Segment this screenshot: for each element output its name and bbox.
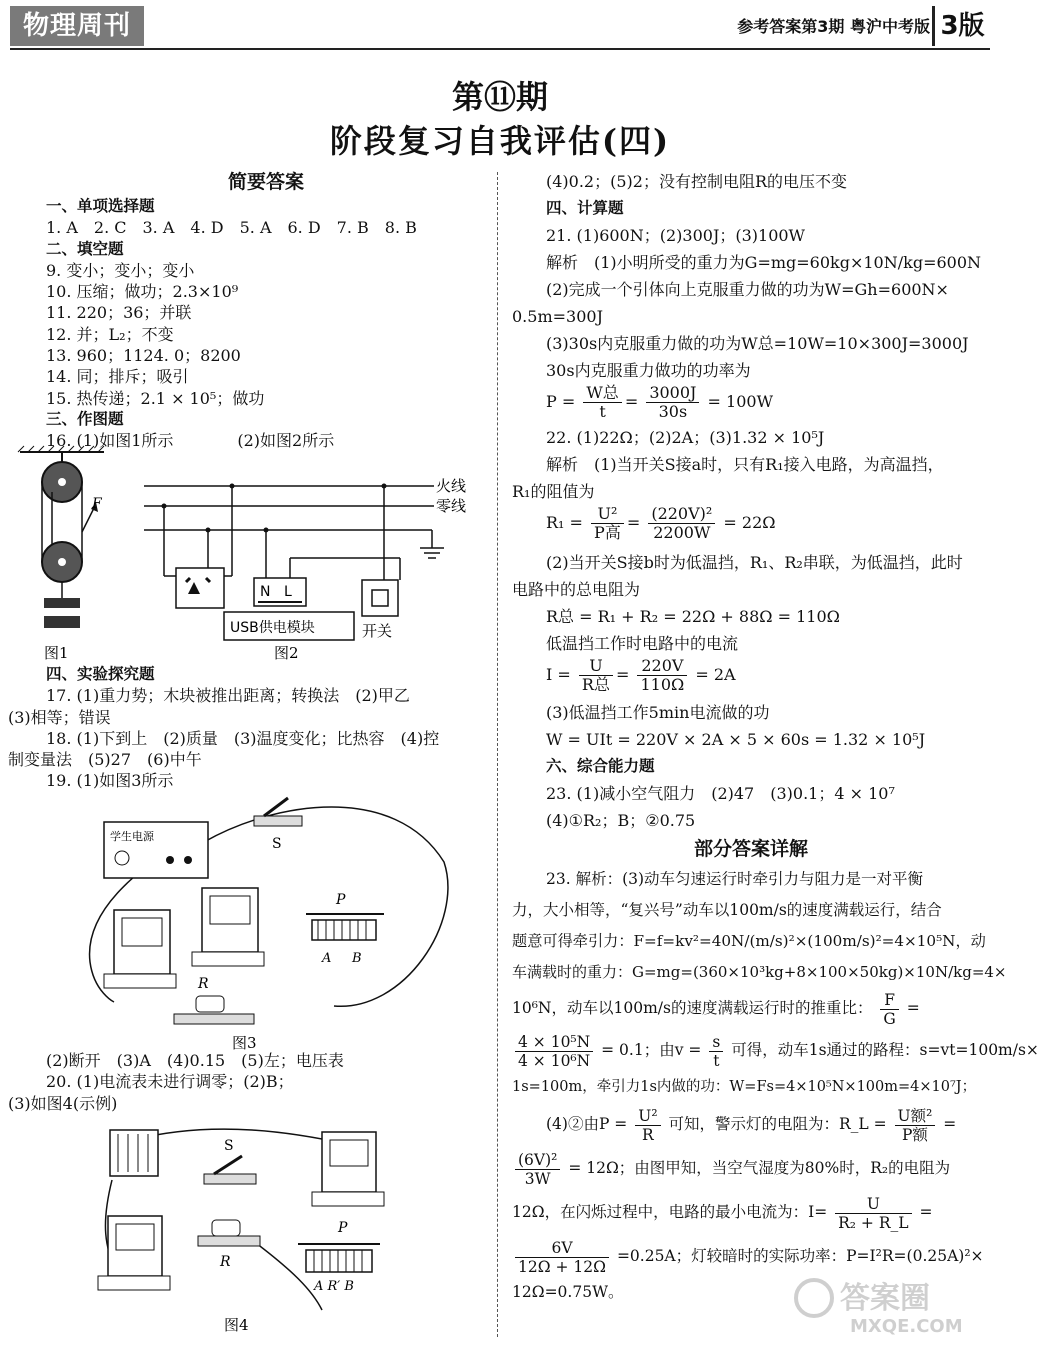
detail-line-power: $\frac{6V}{12\Omega + 12\Omega}$ =0.25A；灯较暗时的实际功率：P=I²R=(0.25A)²× [512,1234,990,1278]
slider-p-label: P [336,892,346,908]
slider-p-label-4: P [338,1220,348,1236]
n-terminal: N [260,584,271,600]
issue-info: 参考答案第3期 粤沪中考版 [737,17,930,36]
q21-step: (2)完成一个引体向上克服重力做的功为W=Gh=600N× [546,280,949,299]
resistor-r-label-4: R [220,1254,231,1270]
fill-answer: 10. 压缩；做功；2.3×10⁹ [46,282,239,302]
figure-3-caption: 图3 [232,1034,257,1052]
switch-s-label-4: S [224,1138,234,1154]
terminal-b-label: B [352,951,362,966]
figure-4-caption: 图4 [224,1316,249,1334]
mc-answers: 1. A 2. C 3. A 4. D 5. A 6. D 7. B 8. B [46,218,417,238]
usb-module-label: USB供电模块 [230,620,315,636]
svg-text:答案圈: 答案圈 [840,1281,930,1316]
detail-line-current: 12Ω，在闪烁过程中，电路的最小电流为：I= $\frac{U}{\text{R₂ + R\_L}}$ = [512,1194,933,1232]
terminal-a-label: A [322,951,332,966]
detail-line-resistance: $\frac{\text{(6V)²}}{3W}$ = 12Ω；由图甲知，当空气湿度为80%时，R₂的电阻为 [512,1146,990,1190]
detail-line: 力，大小相等，“复兴号”动车以100m/s的速度满载运行，结合 [512,901,942,919]
detail-line-ratio-value: $\frac{\text{4 × 10⁵N}}{\text{4 × 10⁶N}}$ = 0.1；由v = $\frac{s}{t}$ 可得，动车1s通过的路程：s=vt=100m/s× [512,1028,990,1072]
watermark-logo [790,1268,990,1338]
heading-calc: 四、计算题 [546,199,624,217]
detail-line-ratio: 10⁶N，动车以100m/s的速度满载运行时的推重比： $\frac{F}{G}$ = [512,990,920,1028]
left-column-2 [8,664,486,792]
power-supply-label: 学生电源 [110,830,154,843]
q17-answer: 17. (1)重力势；木块被推出距离；转换法 (2)甲乙 [46,686,410,706]
resistor-r-label: R [198,976,209,992]
q19-answer-cont: (2)断开 (3)A (4)0.15 (5)左；电压表 [46,1051,344,1070]
left-column-3 [8,1050,486,1114]
q22-step: 解析 (1)当开关S接a时，只有R₁接入电路，为高温挡， [546,455,944,474]
q22-step: W = UIt = 220V × 2A × 5 × 60s = 1.32 × 10⁵J [546,730,926,749]
q16-answer: 16. (1)如图1所示 (2)如图2所示 [46,431,335,451]
detail-line: 23. 解析：(3)动车匀速运行时牵引力与阻力是一对平衡 [546,870,924,888]
masthead: 物理周刊 [10,6,144,46]
detail-line-lamp: (4)②由P = $\frac{\text{U²}}{R}$ 可知，警示灯的电阻为：R_L = $\frac{\text{U额²}}{\text{P额}}$ = [546,1106,957,1144]
fire-line-label: 火线 [436,477,467,495]
left-column [46,168,486,452]
q17-answer-cont: (3)相等；错误 [8,707,111,727]
q22-answer: 22. (1)22Ω；(2)2A；(3)1.32 × 10⁵J [546,428,825,447]
fill-answer: 12. 并；L₂；不变 [46,324,174,344]
q23-answer: 23. (1)减小空气阻力 (2)47 (3)0.1；4 × 10⁷ [546,784,895,803]
column-divider [497,172,498,1337]
heading-comprehensive: 六、综合能力题 [546,757,655,775]
edition-label: 3版 [932,6,990,46]
q23-answer-cont: (4)①R₂；B；②0.75 [546,811,696,830]
switch-s-label: S [272,836,282,852]
fill-answer: 9. 变小；变小；变小 [46,260,195,280]
header-rule [10,48,990,50]
detail-section-title: 部分答案详解 [693,838,808,860]
page-title: 阶段复习自我评估(四) [329,122,671,160]
fill-answer: 13. 960；1124. 0；8200 [46,346,241,366]
q18-answer-cont: 制变量法 (5)27 (6)中午 [8,750,202,770]
fill-answer: 11. 220；36；并联 [46,303,192,323]
fill-answer: 15. 热传递；2.1 × 10⁵；做功 [46,388,265,408]
switch-label: 开关 [362,622,393,640]
q21-step: 解析 (1)小明所受的重力为G=mg=60kg×10N/kg=600N [546,253,982,272]
figure-3 [74,792,454,1054]
l-terminal: L [284,584,292,600]
q18-answer: 18. (1)下到上 (2)质量 (3)温度变化；比热容 (4)控 [46,728,440,748]
q21-step: 0.5m=300J [512,307,603,326]
q22-resistance-formula: R₁ = $\frac{\text{U²}}{\text{P高}}$ = $\frac{\text{(220V)²}}{2200W}$ = 22Ω [546,504,776,542]
heading-experiment: 四、实验探究题 [46,665,155,683]
q19-answer: 19. (1)如图3所示 [46,771,174,791]
figure-2-caption: 图2 [274,644,299,662]
q21-answer: 21. (1)600N；(2)300J；(3)100W [546,226,806,245]
figure-1-2 [14,446,494,666]
svg-text:MXQE.COM: MXQE.COM [850,1316,963,1337]
q21-step: (3)30s内克服重力做的功为W总=10W=10×300J=3000J [546,334,969,353]
detail-line: 题意可得牵引力：F=f=kv²=40N/(m/s)²×(100m/s)²=4×10⁵N，动 [512,932,986,950]
q20-answer: 20. (1)电流表未进行调零；(2)B； [46,1072,294,1092]
force-label: F [92,496,102,512]
q20-answer-end: (4)0.2；(5)2；没有控制电阻R的电压不变 [546,172,848,191]
heading-fill: 二、填空题 [46,239,124,258]
q21-power-formula: P = $\frac{\text{W总}}{t}$ = $\frac{3000J}{30s}$ = 100W [546,383,774,421]
q22-step: 电路中的总电阻为 [512,580,641,599]
page-header [0,0,1000,56]
q22-step: (3)低温挡工作5min电流做的功 [546,703,770,722]
detail-line: 1s=100m，牵引力1s内做的功：W=Fs=4×10⁵N×100m=4×10⁷J； [512,1079,977,1095]
figure-1-caption: 图1 [44,644,69,662]
q20-answer-cont: (3)如图4(示例) [8,1093,118,1113]
fill-answer: 14. 同；排斥；吸引 [46,367,189,387]
neutral-line-label: 零线 [436,497,467,515]
q22-step: R₁的阻值为 [512,482,595,501]
detail-line: 车满载时的重力：G=mg=(360×10³kg+8×100×50kg)×10N/kg=4× [512,963,1007,981]
q22-step: (2)当开关S接b时为低温挡，R₁、R₂串联，为低温挡，此时 [546,553,963,572]
detail-line: 12Ω=0.75W。 [512,1283,624,1301]
q22-step: 低温挡工作时电路中的电流 [546,634,739,653]
q21-step: 30s内克服重力做功的功率为 [546,361,751,380]
q22-current-formula: I = $\frac{U}{\text{R总}}$ = $\frac{220V}{110\Omega}$ = 2A [546,656,736,694]
heading-drawing: 三、作图题 [46,409,124,428]
right-column [512,168,1039,1306]
heading-mc: 一、单项选择题 [46,197,155,215]
q22-step: R总 = R₁ + R₂ = 22Ω + 88Ω = 110Ω [546,607,840,626]
section-title: 简要答案 [227,171,304,193]
figure-4 [92,1120,472,1340]
terminals-label-4: A R′ B [314,1279,354,1294]
issue-title: 第⑪期 [451,78,548,116]
